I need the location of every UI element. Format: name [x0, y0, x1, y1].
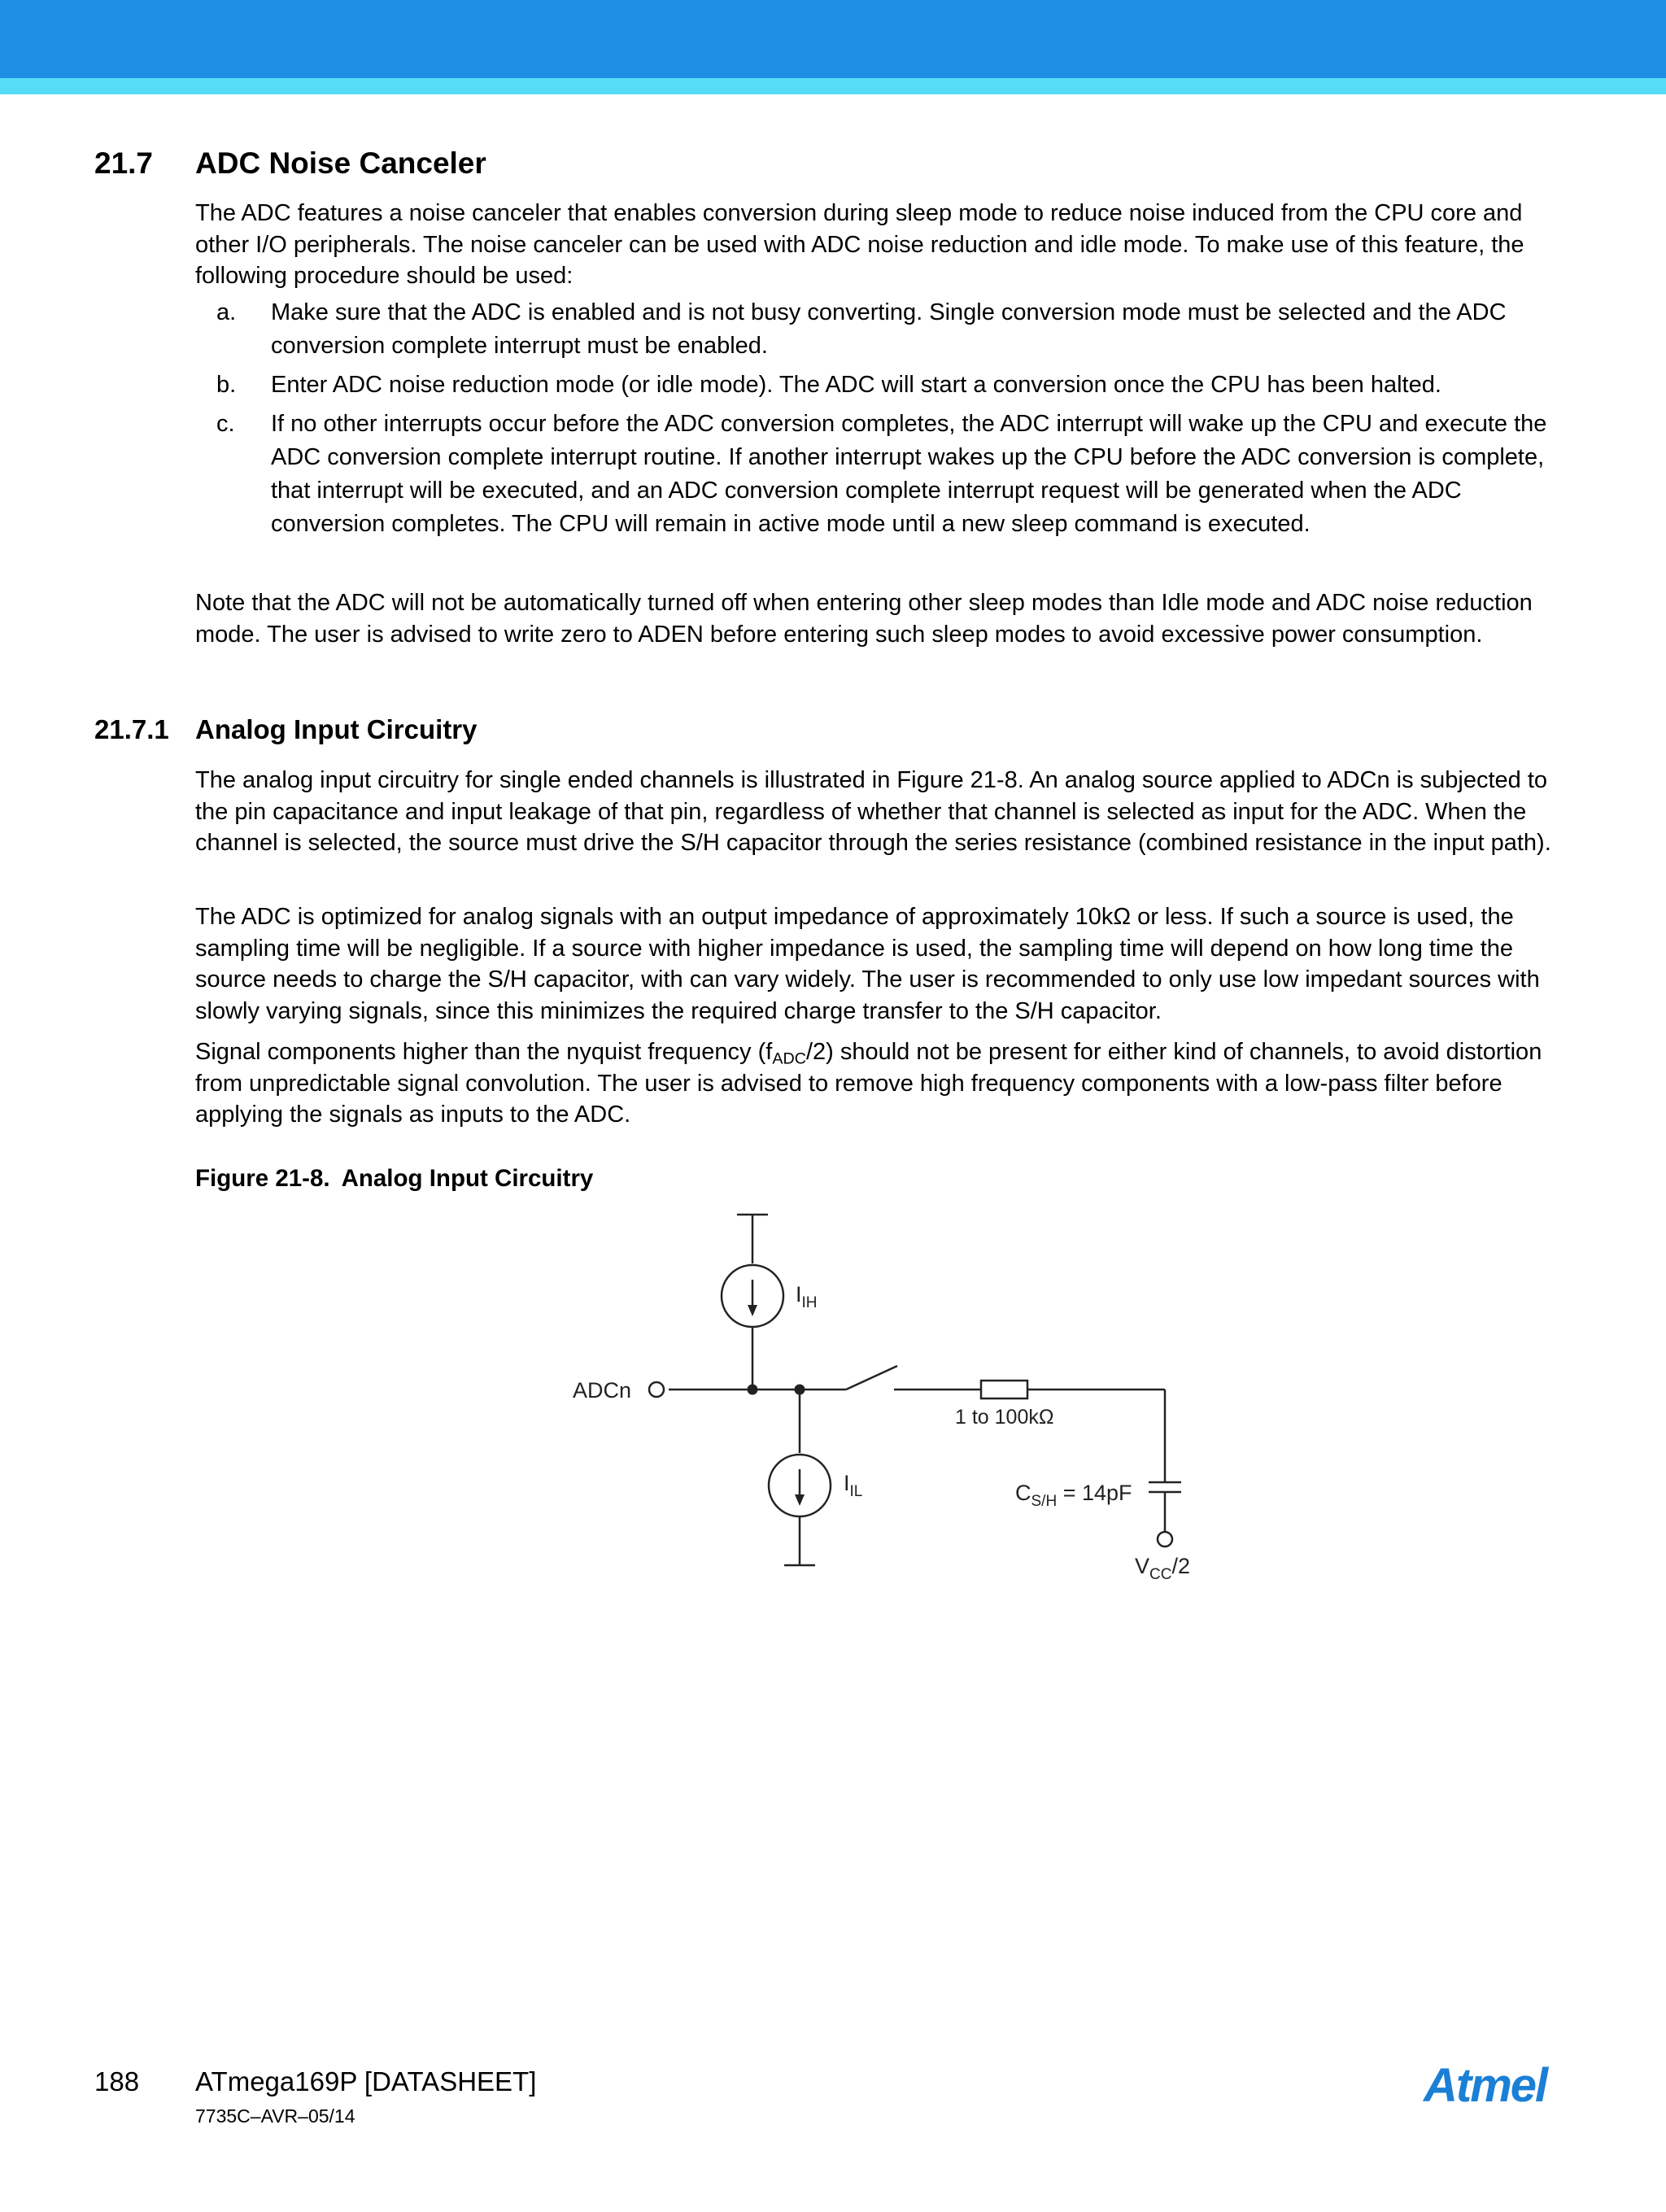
p3-text-start: Signal components higher than the nyquist frequency (f [195, 1039, 773, 1065]
vcc-label-tail: /2 [1171, 1554, 1190, 1578]
vcc-label-main: V [1135, 1554, 1150, 1578]
vcc-label [1135, 1554, 1190, 1583]
document-title: ATmega169P [DATASHEET] [195, 2066, 537, 2096]
step-marker-c: c. [216, 411, 235, 437]
document-code: 7735C–AVR–05/14 [195, 2105, 355, 2127]
subsection-paragraph-2: The ADC is optimized for analog signals with an output impedance of approximately 10kΩ or less. If such a source is used, the sampling time will be negligible. If a source with higher impedance is used, the sampling time will depend on how long time the source needs to charge the S/H capacitor, with can vary widely. The user is recommended to only use low impedant sources with slowly varying signals, since this minimizes the required charge transfer to the S/H capacitor. [195, 904, 1540, 1024]
section-intro: The ADC features a noise canceler that enables conversion during sleep mode to reduce noise induced from the CPU core and other I/O peripherals. The noise canceler can be used with ADC noise reduction and idle mode. To make use of this feature, the following procedure should be used: [195, 200, 1524, 289]
p3-subscript: ADC [772, 1049, 806, 1068]
ih-label [796, 1282, 818, 1311]
atmel-logo: Atmel [1424, 2059, 1547, 2112]
figure-title: Analog Input Circuitry [341, 1165, 594, 1192]
step-marker-a: a. [216, 299, 237, 325]
resistor-label: 1 to 100kΩ [955, 1406, 1054, 1429]
p3-text-end: /2) should not be present for either kind of channels, to avoid distortion from unpredictable signal convolution. The user is advised to remove high frequency components with a low-pass filter before applying the signals as inputs to the ADC. [195, 1039, 1542, 1128]
il-label [844, 1471, 862, 1500]
il-junction-dot [795, 1385, 805, 1395]
capacitor-label [1015, 1481, 1132, 1510]
ih-label-main: I [796, 1282, 802, 1307]
cap-label-value: = 14pF [1057, 1481, 1132, 1505]
il-label-sub: IL [849, 1483, 863, 1500]
cap-label-main: C [1015, 1481, 1031, 1505]
ih-label-sub: IH [801, 1294, 818, 1311]
page-number: 188 [94, 2066, 140, 2096]
subsection-title: Analog Input Circuitry [195, 714, 478, 744]
section-title: ADC Noise Canceler [195, 146, 486, 180]
step-marker-b: b. [216, 372, 237, 398]
cap-label-sub: S/H [1031, 1493, 1058, 1510]
il-arrow-head [795, 1494, 805, 1506]
sample-switch [846, 1366, 897, 1390]
adcn-label: ADCn [573, 1378, 632, 1403]
subsection-paragraph-1: The analog input circuitry for single ended channels is illustrated in Figure 21-8. An analog source applied to ADCn is subjected to the pin capacitance and input leakage of that pin, regardless of whether that channel is selected as input for the ADC. When the channel is selected, the source must drive the S/H capacitor through the series resistance (combined resistance in the input path). [195, 767, 1551, 856]
series-resistor [981, 1381, 1027, 1398]
step-text-b: Enter ADC noise reduction mode (or idle mode). The ADC will start a conversion once the CPU has been halted. [271, 372, 1441, 398]
subsection-number: 21.7.1 [94, 714, 169, 744]
section-number: 21.7 [94, 146, 154, 180]
ih-junction-dot [748, 1385, 758, 1395]
section-note: Note that the ADC will not be automatically turned off when entering other sleep modes than Idle mode and ADC noise reduction mode. The user is advised to write zero to ADEN before entering such sleep modes to avoid excessive power consumption. [195, 590, 1533, 648]
step-text-c: If no other interrupts occur before the ADC conversion completes, the ADC interrupt will wake up the CPU and execute the ADC conversion complete interrupt routine. If another interrupt wakes up the CPU before the ADC conversion is complete, that interrupt will be executed, and an ADC conversion complete interrupt request will be generated when the ADC conversion completes. The CPU will remain in active mode until a new sleep command is executed. [271, 411, 1547, 537]
figure-label: Figure 21-8. [195, 1165, 330, 1192]
il-label-main: I [844, 1471, 850, 1495]
vcc-label-sub: CC [1149, 1566, 1172, 1583]
step-text-a: Make sure that the ADC is enabled and is not busy converting. Single conversion mode must be selected and the ADC conversion complete interrupt must be enabled. [271, 299, 1507, 359]
adcn-terminal [649, 1382, 664, 1397]
vcc-terminal [1158, 1532, 1172, 1547]
ih-arrow-head [748, 1305, 757, 1316]
